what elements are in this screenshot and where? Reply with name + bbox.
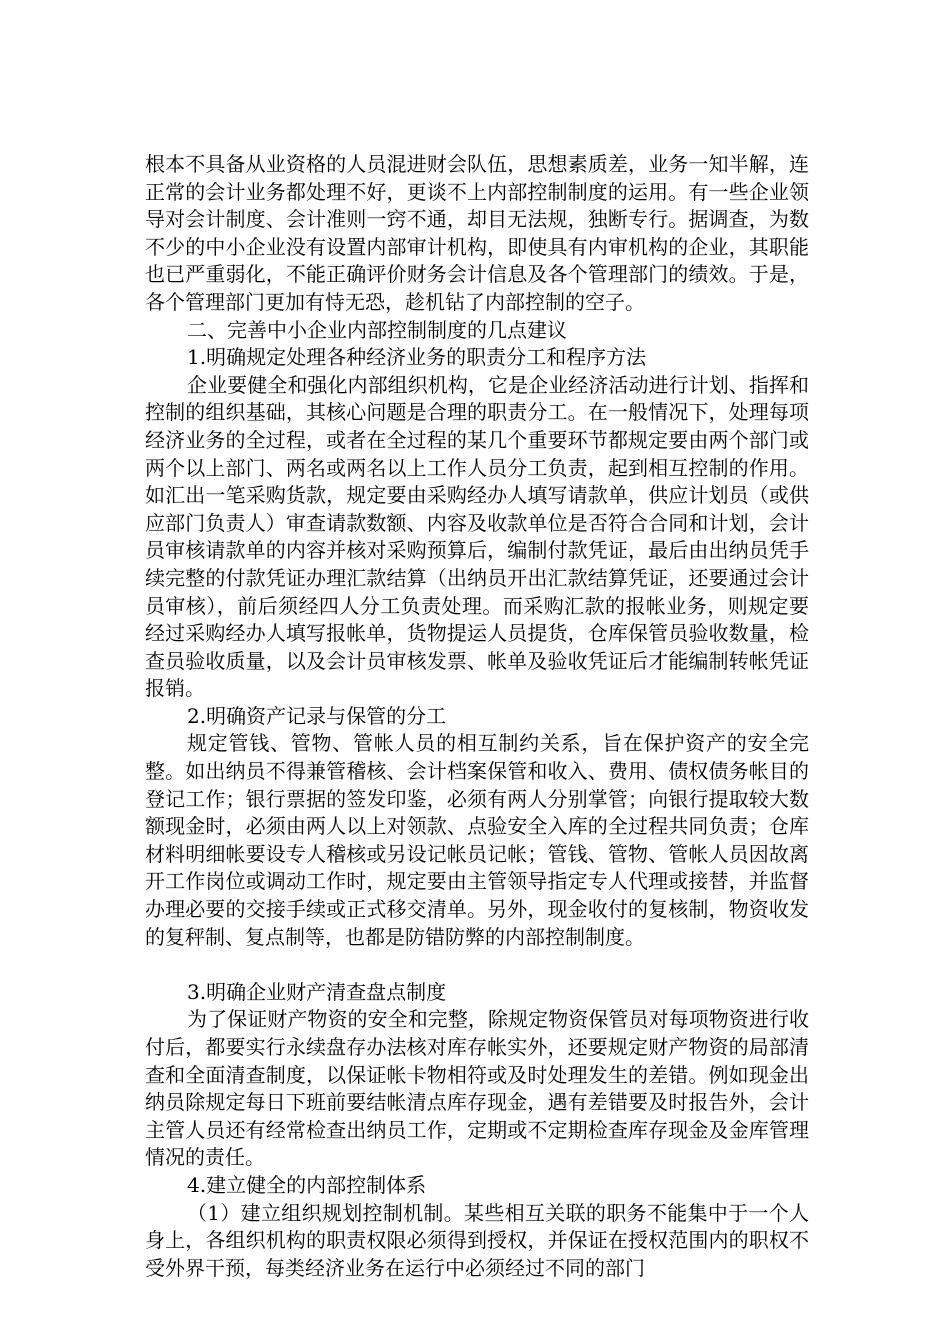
blank-line: [145, 951, 809, 979]
paragraph-intro: 根本不具备从业资格的人员混进财会队伍，思想素质差，业务一知半解，连正常的会计业务都处理不好，更谈不上内部控制制度的运用。有一些企业领导对会计制度、会计准则一窍不通，却目无法规，独断专行。据调查，为数不少的中小企业没有设置内部审计机构，即使具有内审机构的企业，其职能也已严重弱化，不能正确评价财务会计信息及各个管理部门的绩效。于是，各个管理部门更加有恃无恐，趁机钻了内部控制的空子。: [145, 152, 809, 314]
subsection-heading-1: 1.明确规定处理各种经济业务的职责分工和程序方法: [187, 345, 647, 370]
subsection-heading-3: 3.明确企业财产清查盘点制度: [187, 979, 447, 1004]
section-heading: 二、完善中小企业内部控制制度的几点建议: [187, 317, 567, 342]
paragraph-organization-control: （1）建立组织规划控制机制。某些相互关联的职务不能集中于一个人身上，各组织机构的职责权限必须得到授权，并保证在授权范围内的职权不受外界干预，每类经济业务在运行中必须经过不同的部门: [145, 1200, 809, 1280]
paragraph-asset-custody: 规定管钱、管物、管帐人员的相互制约关系，旨在保护资产的安全完整。如出纳员不得兼管稽核、会计档案保管和收入、费用、债权债务帐目的登记工作；银行票据的签发印鉴，必须有两人分别掌管；向银行提取较大数额现金时，必须由两人以上对领款、点验安全入库的全过程共同负责；仓库材料明细帐要设专人稽核或另设记帐员记帐；管钱、管物、管帐人员因故离开工作岗位或调动工作时，规定要由主管领导指定专人代理或接替，并监督办理必要的交接手续或正式移交清单。另外，现金收付的复核制，物资收发的复秤制、复点制等，也都是防错防弊的内部控制制度。: [145, 731, 809, 949]
paragraph-division-of-duties: 企业要健全和强化内部组织机构，它是企业经济活动进行计划、指挥和控制的组织基础，其核心问题是合理的职责分工。在一般情况下，处理每项经济业务的全过程，或者在全过程的某几个重要环节都规定要由两个部门或两个以上部门、两名或两名以上工作人员分工负责，起到相互控制的作用。如汇出一笔采购货款，规定要由采购经办人填写请款单，供应计划员（或供应部门负责人）审查请款数额、内容及收款单位是否符合合同和计划，会计员审核请款单的内容并核对采购预算后，编制付款凭证，最后由出纳员凭手续完整的付款凭证办理汇款结算（出纳员开出汇款结算凭证，还要通过会计员审核），前后须经四人分工负责处理。而采购汇款的报帐业务，则规定要经过采购经办人填写报帐单，货物提运人员提货，仓库保管员验收数量，检查员验收质量，以及会计员审核发票、帐单及验收凭证后才能编制转帐凭证报销。: [145, 372, 809, 701]
subsection-heading-4: 4.建立健全的内部控制体系: [187, 1172, 427, 1197]
subsection-heading-2: 2.明确资产记录与保管的分工: [187, 703, 447, 728]
paragraph-inventory-count: 为了保证财产物资的安全和完整，除规定物资保管员对每项物资进行收付后，都要实行永续盘存办法核对库存帐实外，还要规定财产物资的局部清查和全面清查制度，以保证帐卡物相符或及时处理发生的差错。例如现金出纳员除规定每日下班前要结帐清点库存现金，遇有差错要及时报告外，会计主管人员还有经常检查出纳员工作，定期或不定期检查库存现金及金库管理情况的责任。: [145, 1007, 809, 1170]
document-body: [145, 151, 809, 1282]
